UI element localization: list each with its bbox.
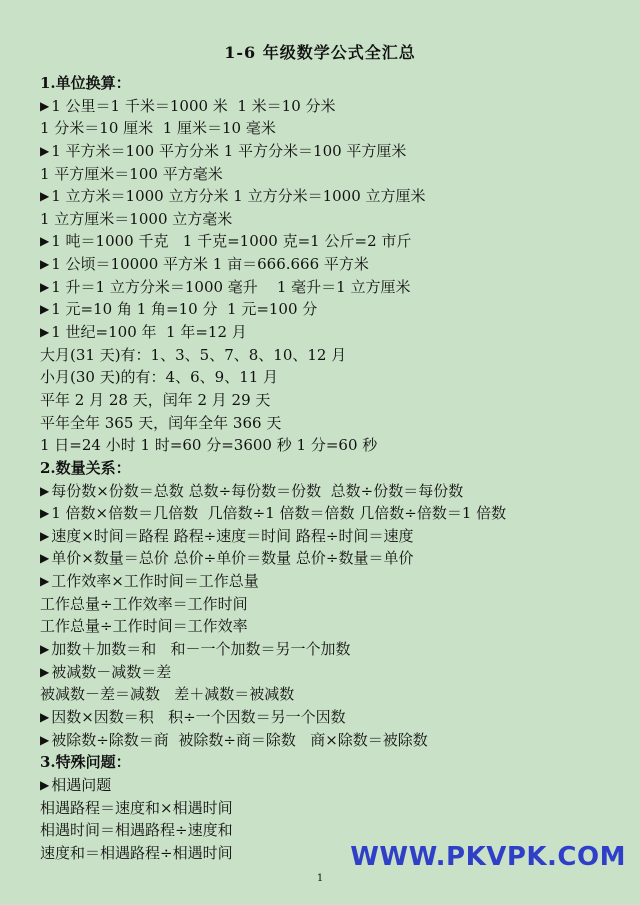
formula-line: 1 日=24 小时 1 时=60 分=3600 秒 1 分=60 秒 <box>40 436 378 455</box>
formula-line: ▶ 1 升＝1 立方分米＝1000 毫升 1 毫升＝1 立方厘米 <box>40 276 630 299</box>
formula-line: ▶ 1 吨＝1000 千克 1 千克=1000 克=1 公斤=2 市斤 <box>40 230 630 253</box>
page-number: 1 <box>316 873 324 884</box>
formula-line: ▶ 1 公里＝1 千米＝1000 米 1 米＝10 分米 <box>40 95 630 118</box>
section-heading: 3.特殊问题： <box>40 753 131 772</box>
formula-line: 相遇时间＝相遇路程÷速度和 <box>40 821 233 840</box>
formula-line: 被减数－差＝减数 差＋减数＝被减数 <box>40 685 295 704</box>
formula-line: ▶ 1 立方米＝1000 立方分米 1 立方分米＝1000 立方厘米 <box>40 185 630 208</box>
formula-line: ▶ 加数＋加数＝和 和－一个加数＝另一个加数 <box>40 638 630 661</box>
formula-line: 工作总量÷工作效率＝工作时间 <box>40 594 248 613</box>
formula-line: ▶ 1 公顷＝10000 平方米 1 亩＝666.666 平方米 <box>40 253 630 276</box>
formula-line: ▶ 速度×时间＝路程 路程÷速度＝时间 路程÷时间＝速度 <box>40 525 630 548</box>
formula-line: ▶ 工作效率×工作时间＝工作总量 <box>40 570 630 593</box>
formula-line: ▶ 相遇问题 <box>40 774 630 797</box>
formula-line: 1 立方厘米＝1000 立方毫米 <box>40 209 233 228</box>
formula-line: 大月(31 天)有：1、3、5、7、8、10、12 月 <box>40 345 347 364</box>
formula-line: ▶ 1 元=10 角 1 角=10 分 1 元=100 分 <box>40 298 630 321</box>
formula-line: 平年 2 月 28 天，闰年 2 月 29 天 <box>40 390 271 409</box>
formula-line: 平年全年 365 天，闰年全年 366 天 <box>40 413 282 432</box>
formula-line: 速度和＝相遇路程÷相遇时间 <box>40 843 233 862</box>
section-heading: 1.单位换算： <box>40 74 131 92</box>
section-heading: 2.数量关系： <box>40 458 131 477</box>
page-title: 1-6 年级数学公式全汇总 <box>224 43 416 62</box>
formula-line: ▶ 1 平方米＝100 平方分米 1 平方分米＝100 平方厘米 <box>40 140 630 163</box>
formula-line: ▶ 被除数÷除数＝商 被除数÷商＝除数 商×除数＝被除数 <box>40 729 630 752</box>
site-watermark: WWW.PKVPK.COM <box>350 842 626 872</box>
formula-line: ▶ 每份数×份数＝总数 总数÷每份数＝份数 总数÷份数＝每份数 <box>40 480 630 503</box>
formula-list <box>40 72 630 864</box>
formula-line: ▶ 1 倍数×倍数＝几倍数 几倍数÷1 倍数＝倍数 几倍数÷倍数＝1 倍数 <box>40 502 630 525</box>
formula-line: 小月(30 天)的有：4、6、9、11 月 <box>40 368 279 387</box>
formula-line: ▶ 因数×因数＝积 积÷一个因数＝另一个因数 <box>40 706 630 729</box>
formula-line: 1 平方厘米＝100 平方毫米 <box>40 164 223 183</box>
formula-line: 相遇路程＝速度和×相遇时间 <box>40 798 233 817</box>
formula-line: 工作总量÷工作时间＝工作效率 <box>40 617 248 636</box>
formula-line: ▶ 被减数－减数＝差 <box>40 661 630 684</box>
formula-line: ▶ 单价×数量＝总价 总价÷单价＝数量 总价÷数量＝单价 <box>40 547 630 570</box>
formula-line: 1 分米＝10 厘米 1 厘米＝10 毫米 <box>40 119 276 138</box>
formula-line: ▶ 1 世纪=100 年 1 年=12 月 <box>40 321 630 344</box>
